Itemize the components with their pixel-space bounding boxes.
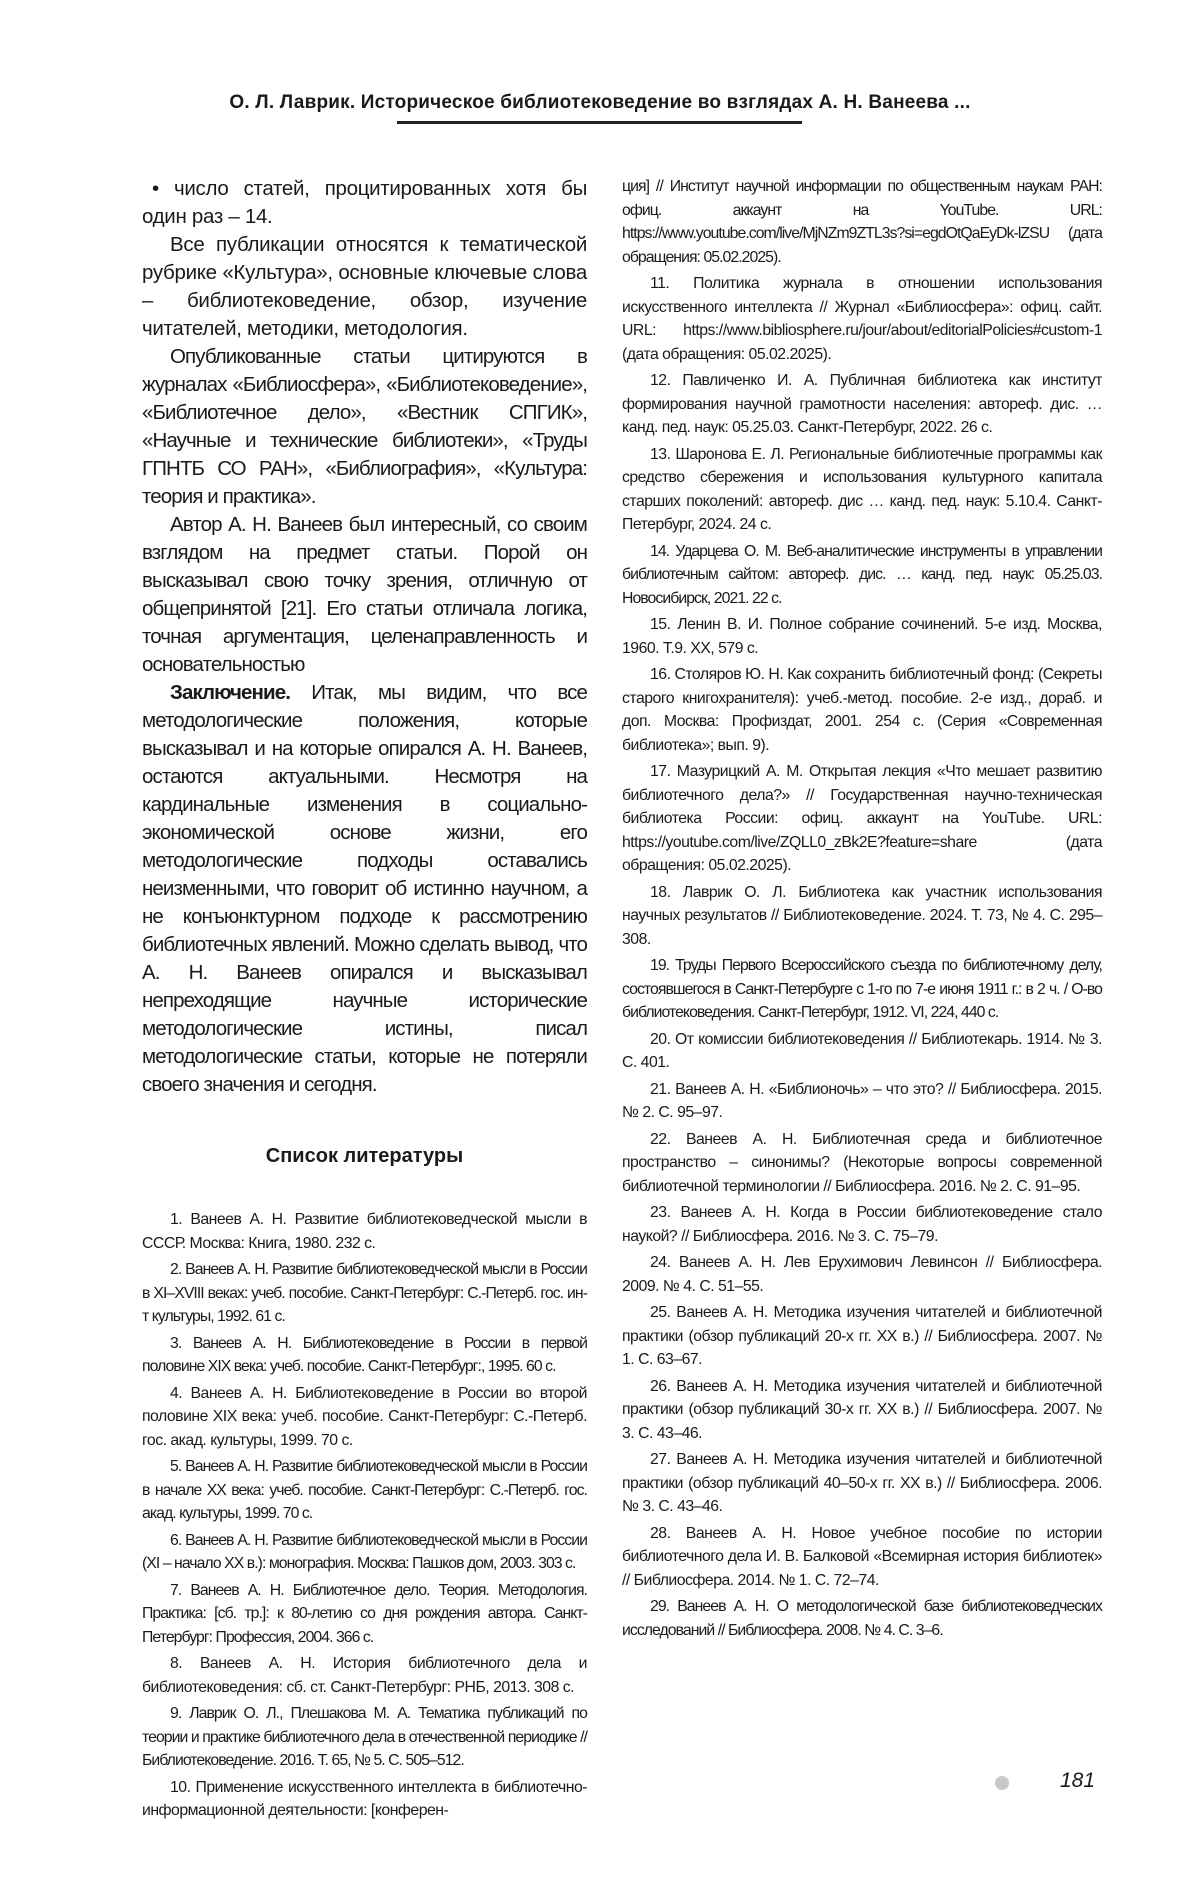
reference-item: 17. Мазурицкий А. М. Открытая лекция «Что мешает развитию библиотечного дела?» // Государственная научно-техническая библиотека России: офиц. аккаунт на YouTube. URL: https://youtube.com/live/ZQLL0_zBk2E?feature=share (дата обращения: 05.02.2025). [622, 763, 1102, 874]
reference-item: 7. Ванеев А. Н. Библиотечное дело. Теория. Методология. Практика: [сб. тр.]: к 80-летию со дня рождения автора. Санкт-Петербург: Профессия, 2004. 366 с. [142, 1581, 587, 1646]
reference-item: 16. Столяров Ю. Н. Как сохранить библиотечный фонд: (Секреты старого книгохранителя): учеб.-метод. пособие. 2-е изд., дораб. и доп. Москва: Профиздат, 2001. 254 с. (Серия «Современная библиотека»; вып. 9). [622, 666, 1102, 754]
reference-item: 9. Лаврик О. Л., Плешакова М. А. Тематика публикаций по теории и практике библиотечного дела в отечественной периодике // Библиотековедение. 2016. Т. 65, № 5. С. 505–512. [142, 1705, 587, 1769]
reference-item: 11. Политика журнала в отношении использования искусственного интеллекта // Журнал «Библиосфера»: офиц. сайт. URL: https://www.bibliosphere.ru/jour/about/editorialPolicies#custom-1 (дата обращения: 05.02.2025). [622, 275, 1102, 363]
page-number: 181 [1060, 1769, 1096, 1792]
reference-item: 10. Применение искусственного интеллекта в библиотечно-информационной деятельности: [конферен- [142, 1778, 587, 1819]
reference-item: 22. Ванеев А. Н. Библиотечная среда и библиотечное пространство – синонимы? (Некоторые вопросы современной библиотечной терминологии // Библиосфера. 2016. № 2. С. 91–95. [622, 1130, 1102, 1195]
reference-item: 15. Ленин В. И. Полное собрание сочинений. 5-е изд. Москва, 1960. Т.9. XX, 579 с. [622, 616, 1102, 657]
running-header: О. Л. Лаврик. Историческое библиотековедение во взглядах А. Н. Ванеева ... [229, 92, 971, 113]
reference-item: 13. Шаронова Е. Л. Региональные библиотечные программы как средство сбережения и использования культурного капитала старших поколений: автореф. дис … канд. пед. наук: 5.10.4. Санкт-Петербург, 2024. 24 с. [622, 445, 1102, 533]
reference-item: 18. Лаврик О. Л. Библиотека как участник использования научных результатов // Библиотековедение. 2024. Т. 73, № 4. С. 295–308. [622, 883, 1102, 948]
reference-item: 26. Ванеев А. Н. Методика изучения читателей и библиотечной практики (обзор публикаций 30-х гг. XX в.) // Библиосфера. 2007. № 3. С. 43–46. [622, 1377, 1102, 1442]
reference-item: ция] // Институт научной информации по общественным наукам РАН: офиц. аккаунт на YouTube. URL: https://www.youtube.com/live/MjNZm9ZTL3s?si=egdOtQaEyDk-lZSU (дата обращения: 05.02.2025). [622, 178, 1102, 266]
right-column [622, 175, 1102, 1645]
reference-item: 21. Ванеев А. Н. «Библионочь» – что это? // Библиосфера. 2015. № 2. С. 95–97. [622, 1080, 1102, 1121]
conclusion-text: Итак, мы видим, что все методологические положения, которые высказывал и на которые опирался А. Н. Ванеев, остаются актуальными. Несмотря на кардинальные изменения в социально-экономической основе жизни, его методологические подходы оставались неизменными, что говорит об истинно научном, а не конъюнктурном подходе к рассмотрению библиотечных явлений. Можно сделать вывод, что А. Н. Ванеев опирался и высказывал непреходящие научные исторические методологические истины, писал методологические статьи, которые не потеряли своего значения и сегодня. [142, 681, 587, 1096]
reference-item: 8. Ванеев А. Н. История библиотечного дела и библиотековедения: сб. ст. Санкт-Петербург: РНБ, 2013. 308 с. [142, 1655, 587, 1696]
footer-dot [995, 1776, 1009, 1790]
body-paragraph-2: Опубликованные статьи цитируются в журналах «Библиосфера», «Библиотековедение», «Библиотечное дело», «Вестник СПГИК», «Научные и технические библиотеки», «Труды ГПНТБ СО РАН», «Библиография», «Культура: теория и практика». [142, 345, 587, 508]
body-paragraph-1: Все публикации относятся к тематической рубрике «Культура», основные ключевые слова – библиотековедение, обзор, изучение читателей, методики, методология. [142, 233, 587, 340]
conclusion-paragraph [142, 679, 587, 1099]
reference-item: 23. Ванеев А. Н. Когда в России библиотековедение стало наукой? // Библиосфера. 2016. № 3. С. 75–79. [622, 1204, 1102, 1245]
reference-item: 29. Ванеев А. Н. О методологической базе библиотековедческих исследований // Библиосфера. 2008. № 4. С. 3–6. [622, 1598, 1102, 1639]
reference-item: 25. Ванеев А. Н. Методика изучения читателей и библиотечной практики (обзор публикаций 20-х гг. XX в.) // Библиосфера. 2007. № 1. С. 63–67. [622, 1304, 1102, 1368]
reference-item: 12. Павличенко И. А. Публичная библиотека как институт формирования научной грамотности населения: автореф. дис. … канд. пед. наук: 05.25.03. Санкт-Петербург, 2022. 26 с. [622, 372, 1102, 436]
reference-item: 4. Ванеев А. Н. Библиотековедение в России во второй половине XIX века: учеб. пособие. Санкт-Петербург: С.-Петерб. гос. акад. культуры, 1999. 70 с. [142, 1384, 587, 1449]
reference-item: 5. Ванеев А. Н. Развитие библиотековедческой мысли в России в начале XX века: учеб. пособие. Санкт-Петербург: С.-Петерб. гос. акад. культуры, 1999. 70 с. [142, 1458, 587, 1522]
bullet-item: • число статей, процитированных хотя бы один раз – 14. [142, 177, 587, 228]
references-title: Список литературы [265, 1145, 464, 1167]
reference-item: 24. Ванеев А. Н. Лев Ерухимович Левинсон // Библиосфера. 2009. № 4. С. 51–55. [622, 1254, 1102, 1295]
reference-item: 28. Ванеев А. Н. Новое учебное пособие по истории библиотечного дела И. В. Балковой «Всемирная история библиотек» // Библиосфера. 2014. № 1. С. 72–74. [622, 1524, 1102, 1589]
header-underline [397, 121, 802, 124]
reference-item: 27. Ванеев А. Н. Методика изучения читателей и библиотечной практики (обзор публикаций 40–50-х гг. XX в.) // Библиосфера. 2006. № 3. С. 43–46. [622, 1451, 1102, 1515]
reference-item: 3. Ванеев А. Н. Библиотековедение в России в первой половине XIX века: учеб. пособие. Санкт-Петербург:, 1995. 60 с. [142, 1334, 587, 1375]
reference-item: 14. Ударцева О. М. Веб-аналитические инструменты в управлении библиотечным сайтом: автореф. дис. … канд. пед. наук: 05.25.03. Новосибирск, 2021. 22 с. [622, 542, 1102, 607]
reference-item: 2. Ванеев А. Н. Развитие библиотековедческой мысли в России в XI–XVIII веках: учеб. пособие. Санкт-Петербург: С.-Петерб. гос. ин-т культуры, 1992. 61 с. [142, 1261, 587, 1325]
reference-item: 1. Ванеев А. Н. Развитие библиотековедческой мысли в СССР. Москва: Книга, 1980. 232 с. [142, 1211, 587, 1252]
left-column [142, 175, 587, 1826]
reference-item: 20. От комиссии библиотековедения // Библиотекарь. 1914. № 3. С. 401. [622, 1030, 1102, 1071]
reference-item: 19. Труды Первого Всероссийского съезда по библиотечному делу, состоявшегося в Санкт-Петербурге с 1-го по 7-е июня 1911 г.: в 2 ч. / О-во библиотековедения. Санкт-Петербург, 1912. VI, 224, 440 с. [622, 957, 1102, 1021]
reference-item: 6. Ванеев А. Н. Развитие библиотековедческой мысли в России (XI – начало XX в.): монография. Москва: Пашков дом, 2003. 303 с. [142, 1531, 587, 1572]
body-paragraph-3: Автор А. Н. Ванеев был интересный, со своим взглядом на предмет статьи. Порой он высказывал свою точку зрения, отличную от общепринятой [21]. Его статьи отличала логика, точная аргументация, целенаправленность и основательностью [142, 513, 587, 676]
conclusion-label: Заключение. [170, 681, 290, 704]
